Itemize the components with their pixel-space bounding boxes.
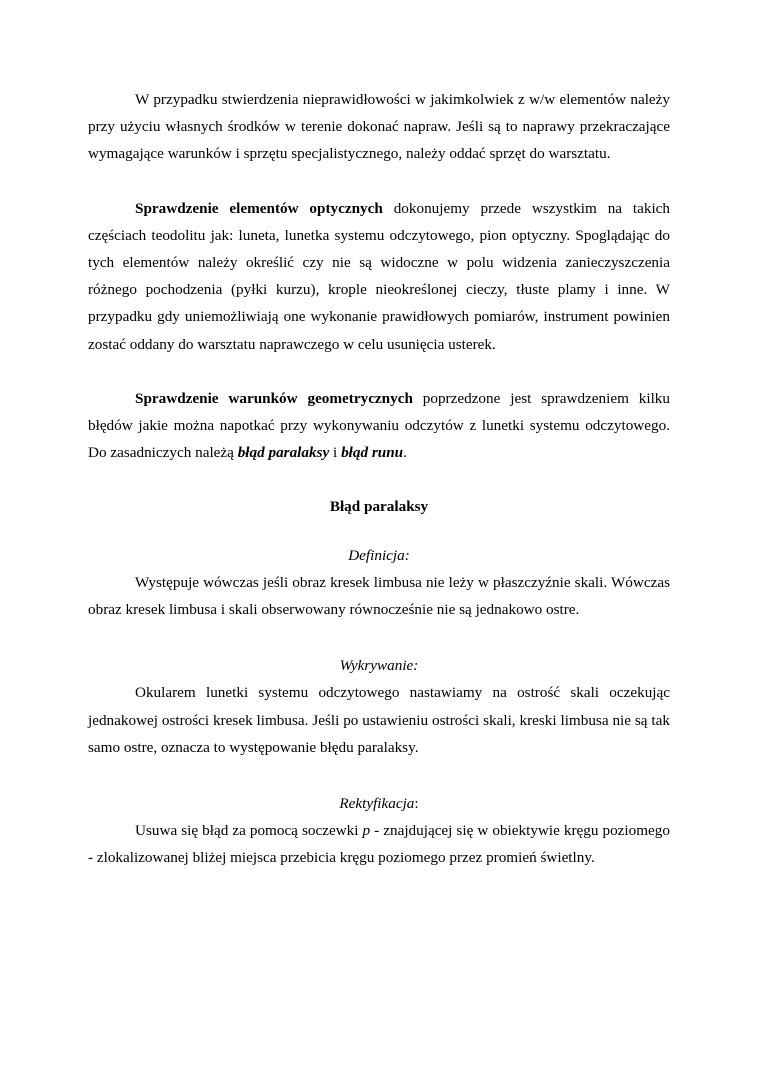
rectification-label-text: Rektyfikacja: [339, 795, 415, 813]
rectification-text-b: - znajdującej się w obiektywie kręgu poziomego - zlokalizowanej bliżej miejsca przebicia kręgu poziomego przez promień świetlny.: [88, 822, 670, 867]
term-run-error: błąd runu: [341, 444, 404, 462]
geometric-check-lead: Sprawdzenie warunków geometrycznych: [135, 389, 413, 407]
paragraph-optical-check: [88, 195, 670, 358]
term-parallax-error: błąd paralaksy: [237, 444, 330, 462]
paragraph-repairs-text: W przypadku stwierdzenia nieprawidłowości w jakimkolwiek z w/w elementów należy przy użyciu własnych środków w terenie dokonać napraw. Jeśli są to naprawy przekraczające wymagające warunków i sprzętu specjalistycznego, należy oddać sprzęt do warsztatu.: [88, 91, 670, 163]
rectification-label-colon: :: [414, 795, 419, 813]
definition-text: [88, 569, 670, 623]
geometric-check-text-c: .: [403, 444, 407, 462]
geometric-check-text-a: poprzedzone jest sprawdzeniem kilku błędów jakie można napotkać przy wykonywaniu odczytów z lunetki systemu odczytowego. Do zasadniczych należą: [88, 389, 670, 462]
paragraph-repairs: [88, 86, 670, 168]
detection-text-content: Okularem lunetki systemu odczytowego nastawiamy na ostrość skali oczekując jednakowej ostrości kresek limbusa. Jeśli po ustawieniu ostrości skali, kreski limbusa nie są tak samo ostre, oznacza to występowanie błędu paralaksy.: [88, 684, 670, 756]
definition-label: Definicja:: [348, 546, 410, 564]
rectification-text: [88, 817, 670, 871]
rectification-variable: p: [362, 822, 371, 840]
geometric-check-text-b: i: [329, 444, 342, 462]
rectification-label: [88, 790, 670, 817]
detection-label: Wykrywanie:: [339, 657, 419, 675]
detection-text: [88, 679, 670, 761]
optical-check-text: dokonujemy przede wszystkim na takich częściach teodolitu jak: luneta, lunetka systemu odczytowego, pion optyczny. Spoglądając do tych elementów należy określić czy nie są widoczne w polu widzenia zanieczyszczenia różnego pochodzenia (pyłki kurzu), krople nieokreślonej cieczy, tłuste plamy i inne. W przypadku gdy uniemożliwiają one wykonanie prawidłowych pomiarów, instrument powinien zostać oddany do warsztatu naprawczego w celu usunięcia usterek.: [88, 199, 671, 353]
definition-text-content: Występuje wówczas jeśli obraz kresek limbusa nie leży w płaszczyźnie skali. Wówczas obraz kresek limbusa i skali obserwowany równocześnie nie są jednakowo ostre.: [88, 573, 670, 619]
document-page: [88, 86, 670, 872]
rectification-text-a: Usuwa się błąd za pomocą soczewki: [135, 822, 363, 840]
paragraph-geometric-check: [88, 385, 670, 467]
optical-check-lead: Sprawdzenie elementów optycznych: [135, 199, 383, 217]
section-title: Błąd paralaksy: [329, 498, 429, 516]
